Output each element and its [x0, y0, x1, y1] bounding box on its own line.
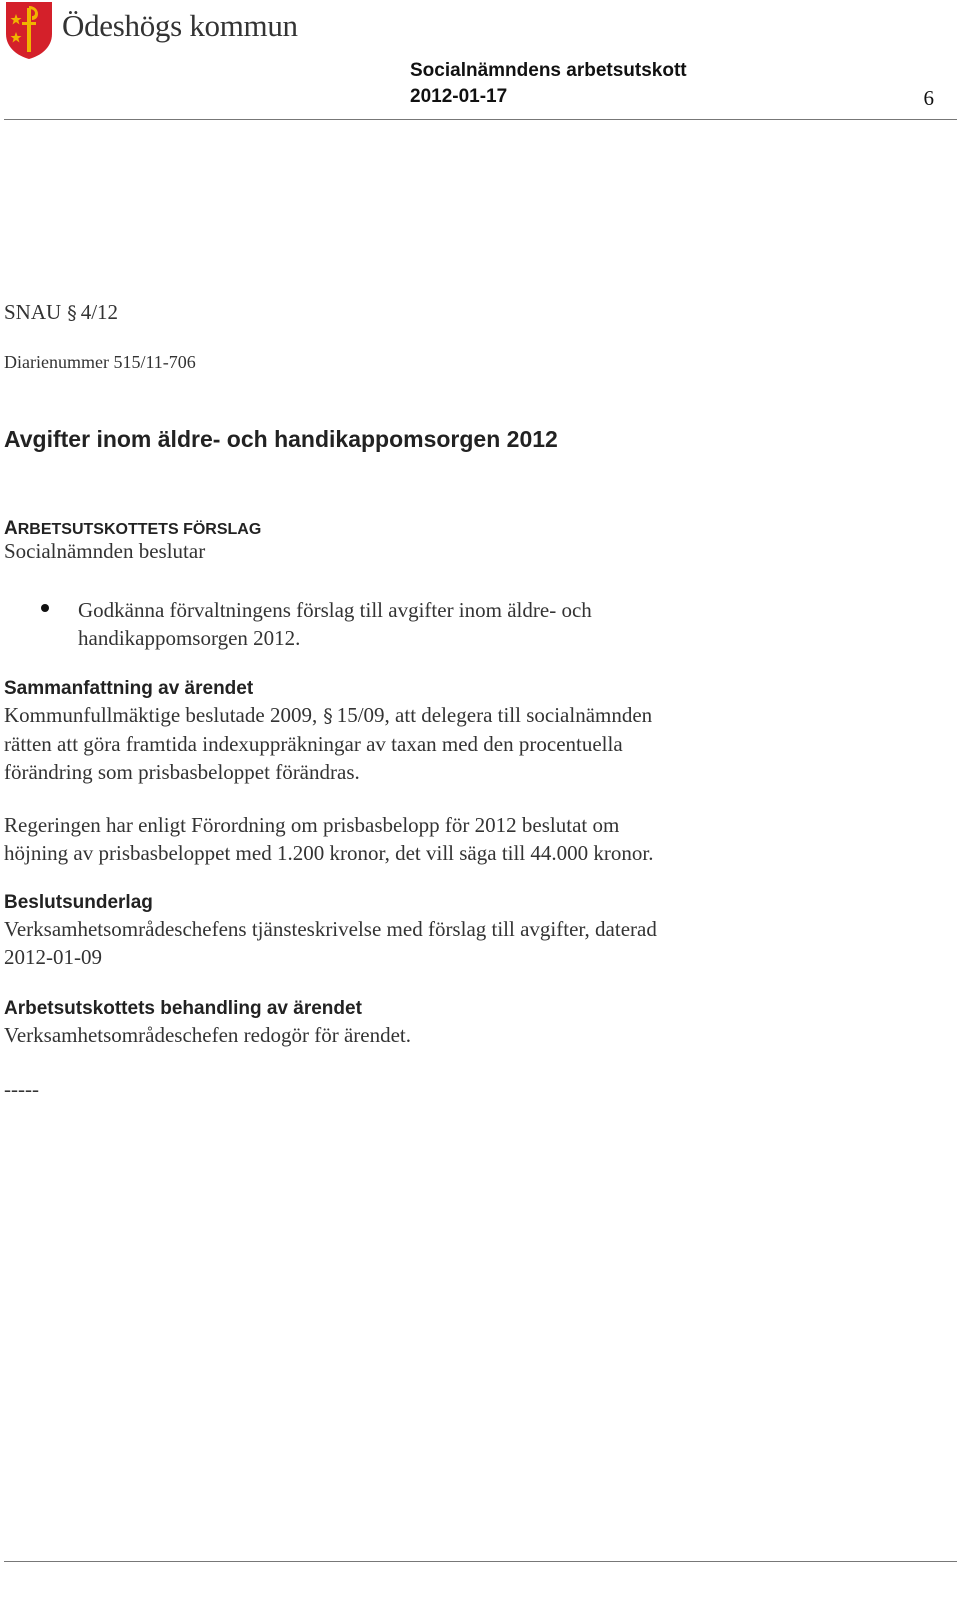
case-title: Avgifter inom äldre- och handikappomsorgen 2012 [4, 426, 558, 452]
summary-paragraph-1 [4, 701, 652, 786]
case-reference [4, 300, 118, 325]
summary-text: Kommunfullmäktige beslutade 2009, [4, 703, 318, 727]
section-sign-icon: § [323, 705, 333, 727]
summary-line: rätten att göra framtida indexuppräkningar av taxan med den procentuella [4, 732, 623, 756]
meeting-date: 2012-01-17 [410, 86, 508, 107]
summary-line: höjning av prisbasbeloppet med 1.200 kronor, det vill säga till 44.000 kronor. [4, 841, 654, 865]
list-item-line: handikappomsorgen 2012. [78, 626, 301, 650]
diary-number: Diarienummer 515/11-706 [4, 352, 196, 372]
basis-heading: Beslutsunderlag [4, 892, 153, 913]
handling-paragraph: Verksamhetsområdeschefen redogör för ärendet. [4, 1023, 411, 1047]
ref-number: 4/12 [80, 300, 119, 324]
section-sign-icon: § [67, 302, 77, 324]
summary-text: 15/09, att delegera till socialnämnden [336, 703, 653, 727]
handling-heading: Arbetsutskottets behandling av ärendet [4, 998, 362, 1019]
footer-divider [4, 1561, 957, 1562]
summary-paragraph-2 [4, 811, 653, 867]
basis-line: Verksamhetsområdeschefens tjänsteskrivelse med förslag till avgifter, daterad [4, 917, 657, 941]
proposal-heading-initial: A [4, 518, 18, 539]
summary-line: Regeringen har enligt Förordning om prisbasbelopp för 2012 beslutat om [4, 813, 620, 837]
header-divider [4, 119, 957, 120]
list-item-line: Godkänna förvaltningens förslag till avgifter inom äldre- och [78, 598, 592, 622]
decision-intro: Socialnämnden beslutar [4, 539, 206, 563]
proposal-heading-rest: RBETSUTSKOTTETS FÖRSLAG [17, 521, 262, 538]
coat-of-arms-icon [4, 0, 54, 60]
municipality-name: Ödeshögs kommun [62, 8, 298, 43]
basis-paragraph [4, 915, 657, 971]
summary-heading: Sammanfattning av ärendet [4, 678, 254, 699]
summary-line [4, 701, 652, 730]
list-item [78, 596, 592, 652]
bullet-icon [41, 604, 49, 612]
page-number: 6 [923, 86, 934, 110]
basis-line: 2012-01-09 [4, 945, 102, 969]
committee-name: Socialnämndens arbetsutskott [410, 60, 687, 81]
end-marker: ----- [4, 1077, 39, 1101]
summary-line: förändring som prisbasbeloppet förändras. [4, 760, 360, 784]
ref-prefix: SNAU [4, 300, 62, 324]
